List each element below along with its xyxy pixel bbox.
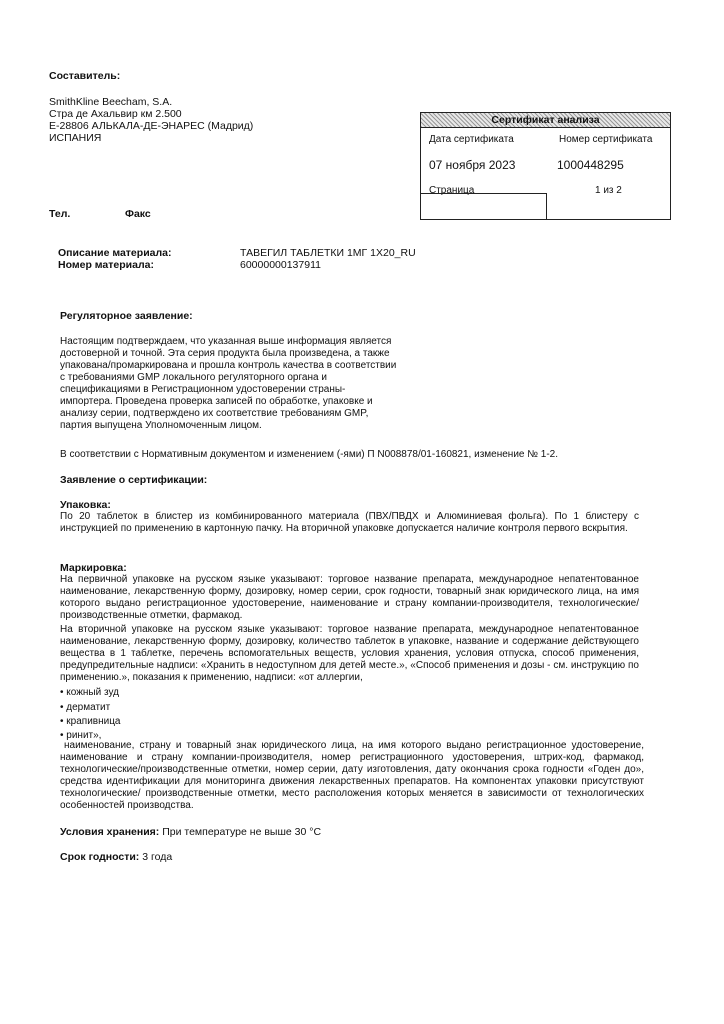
- shelf-life-label: Срок годности:: [60, 851, 140, 863]
- regulatory-paragraph: Настоящим подтверждаем, что указанная выше информация является достоверной и точной. Эта серия продукта была произведена, а также упакована/промаркирована и прошла контроль качества в соответствии с требованиями GMP локального регуляторного органа и спецификациями в Регистрационном удостоверении страны- импортера. Проведена проверка записей по обработке, упаковке и анализу серии, подтверждено их соответствие требованиям GMP, партия выпущена Уполномоченным лицом.: [60, 336, 397, 431]
- certificate-page-label: Страница: [429, 185, 475, 196]
- regulatory-heading: Регуляторное заявление:: [60, 310, 193, 322]
- phone-label: Тел.: [49, 208, 71, 220]
- marking-bullet: • кожный зуд: [60, 687, 119, 698]
- material-number-label: Номер материала:: [58, 259, 154, 271]
- marking-tail: наименование, страну и товарный знак юридического лица, на имя которого выдано регистрационное удостоверение, наименование и страну компании-производителя, номер регистрационного удостоверения, штрих-код, фармакод, технологические/производственные отметки, номер серии, дату изготовления, дату окончания срока годности «Годен до», средства идентификации для мониторинга движения лекарственных препаратов. На компонентах упаковки присутствуют технологические/ производственные отметки, место расположения которых меняется в зависимости от технологических особенностей производства.: [60, 740, 644, 811]
- fax-label: Факс: [125, 208, 151, 220]
- material-description-value: ТАВЕГИЛ ТАБЛЕТКИ 1МГ 1Х20_RU: [240, 247, 416, 259]
- marking-primary: На первичной упаковке на русском языке указывают: торговое название препарата, международное непатентованное наименование, лекарственную форму, дозировку, номер серии, срок годности, товарный знак юридического лица, на имя которого выдано регистрационное удостоверение, наименование и страну компании-производителя, технологические/производственные отметки, фармакод.: [60, 574, 639, 621]
- shelf-life-line: [60, 851, 172, 863]
- certificate-box: [420, 112, 671, 220]
- material-description-label: Описание материала:: [58, 247, 172, 259]
- composer-street: Стра де Ахальвир км 2.500: [49, 108, 182, 120]
- storage-value: При температуре не выше 30 °С: [162, 826, 322, 838]
- marking-bullet: • крапивница: [60, 716, 121, 727]
- marking-secondary: На вторичной упаковке на русском языке указывают: торговое название препарата, международное непатентованное наименование, лекарственную форму, дозировку, количество таблеток в упаковке, название и содержание действующего вещества в 1 таблетке, перечень вспомогательных веществ, условия хранения, условия отпуска, способ применения, предупредительные надписи: «Хранить в недоступном для детей месте.», «Способ применения и дозы - см. инструкцию по применению.», показания к применению, надписи: «от аллергии,: [60, 624, 639, 683]
- packaging-heading: Упаковка:: [60, 499, 111, 511]
- certificate-number-value: 1000448295: [557, 158, 624, 172]
- certificate-vertical-line: [546, 193, 547, 220]
- certificate-date-label: Дата сертификата: [429, 134, 514, 145]
- marking-heading: Маркировка:: [60, 562, 127, 574]
- composer-city: E-28806 АЛЬКАЛА-ДЕ-ЭНАРЕС (Мадрид): [49, 120, 254, 132]
- certificate-date-value: 07 ноября 2023: [429, 158, 516, 172]
- marking-bullet: • ринит»,: [60, 730, 102, 741]
- storage-line: [60, 826, 321, 838]
- certificate-divider: [421, 193, 546, 194]
- certificate-page-value: 1 из 2: [595, 185, 622, 196]
- composer-company: SmithKline Beecham, S.A.: [49, 96, 173, 108]
- storage-label: Условия хранения:: [60, 826, 160, 838]
- packaging-text: По 20 таблеток в блистер из комбинированного материала (ПВХ/ПВДХ и Алюминиевая фольга). По 1 блистеру с инструкцией по применению в картонную пачку. На вторичной упаковке допускается наличие контроля первого вскрытия.: [60, 511, 639, 534]
- material-number-value: 60000000137911: [240, 259, 321, 271]
- shelf-life-value: 3 года: [142, 851, 173, 863]
- marking-bullet: • дерматит: [60, 702, 111, 713]
- certification-heading: Заявление о сертификации:: [60, 474, 208, 486]
- certificate-number-label: Номер сертификата: [559, 134, 653, 145]
- composer-heading: Составитель:: [49, 70, 121, 82]
- certificate-title: Сертификат анализа: [421, 113, 670, 128]
- composer-country: ИСПАНИЯ: [49, 132, 102, 144]
- regulatory-compliance: В соответствии с Нормативным документом и изменением (-ями) П N008878/01-160821, изменение № 1-2.: [60, 449, 558, 460]
